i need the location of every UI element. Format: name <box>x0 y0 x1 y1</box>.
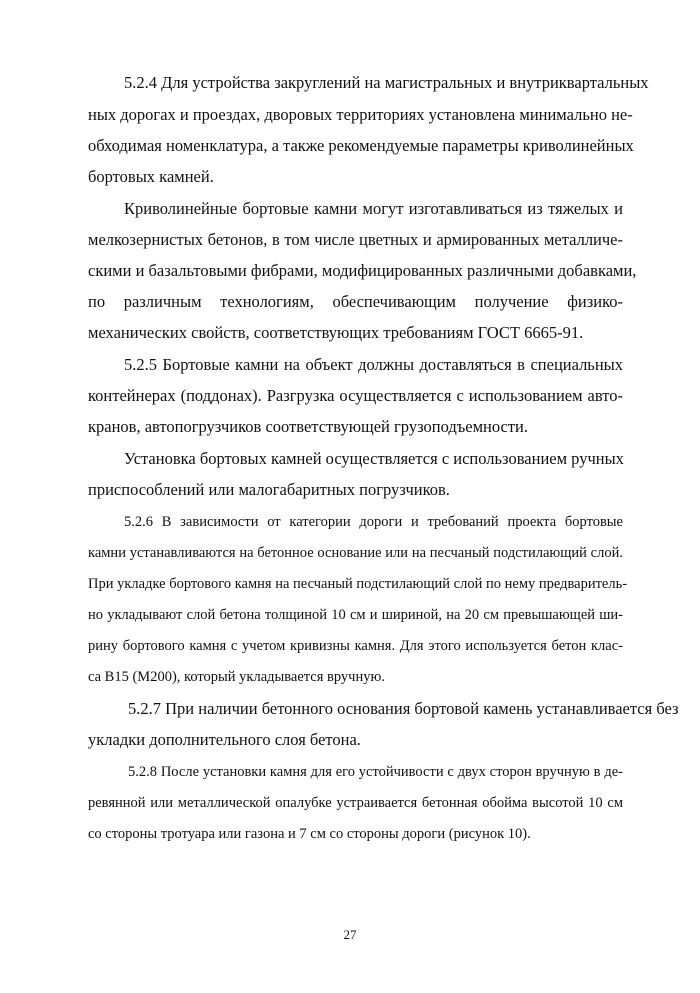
text-line: 5.2.6 В зависимости от категории дороги и требований проекта бортовые <box>124 514 623 530</box>
text-line: но укладывают слой бетона толщиной 10 см и шириной, на 20 см превышающей ши- <box>88 607 623 623</box>
text-line: скими и базальтовыми фибрами, модифицированных различными добавками, <box>88 261 637 280</box>
text-line: рину бортового камня с учетом кривизны камня. Для этого используется бетон клас- <box>88 638 623 654</box>
text-line: мелкозернистых бетонов, в том числе цветных и армированных металличе- <box>88 230 623 249</box>
text-line: 5.2.4 Для устройства закруглений на магистральных и внутриквартальных <box>124 73 649 92</box>
text-line: обходимая номенклатура, а также рекомендуемые параметры криволинейных <box>88 136 634 155</box>
text-line: ревянной или металлической опалубке устраивается бетонная обойма высотой 10 см <box>88 795 623 811</box>
text-line: укладки дополнительного слоя бетона. <box>88 730 361 749</box>
text-line: приспособлений или малогабаритных погрузчиков. <box>88 480 450 499</box>
text-line: по различным технологиям, обеспечивающим получение физико- <box>88 292 623 311</box>
text-line: 5.2.7 При наличии бетонного основания бортовой камень устанавливается без <box>128 699 679 718</box>
text-line: камни устанавливаются на бетонное основание или на песчаный подстилающий слой. <box>88 545 623 561</box>
text-line: 5.2.8 После установки камня для его устойчивости с двух сторон вручную в де- <box>128 764 623 780</box>
text-line: са В15 (М200), который укладывается вручную. <box>88 669 385 685</box>
text-line: Криволинейные бортовые камни могут изготавливаться из тяжелых и <box>124 199 623 218</box>
text-line: со стороны тротуара или газона и 7 см со стороны дороги (рисунок 10). <box>88 826 531 842</box>
text-line: ных дорогах и проездах, дворовых территориях установлена минимально не- <box>88 105 633 124</box>
text-line: кранов, автопогрузчиков соответствующей грузоподъемности. <box>88 417 529 436</box>
text-line: 5.2.5 Бортовые камни на объект должны доставляться в специальных <box>124 355 623 374</box>
text-line: Установка бортовых камней осуществляется с использованием ручных <box>124 449 624 468</box>
text-line: механических свойств, соответствующих требованиям ГОСТ 6665-91. <box>88 323 584 342</box>
text-line: контейнерах (поддонах). Разгрузка осуществляется с использованием авто- <box>88 386 623 405</box>
page-number: 27 <box>343 927 357 942</box>
text-line: При укладке бортового камня на песчаный подстилающий слой по нему предваритель- <box>88 576 628 592</box>
text-line: бортовых камней. <box>88 167 214 186</box>
